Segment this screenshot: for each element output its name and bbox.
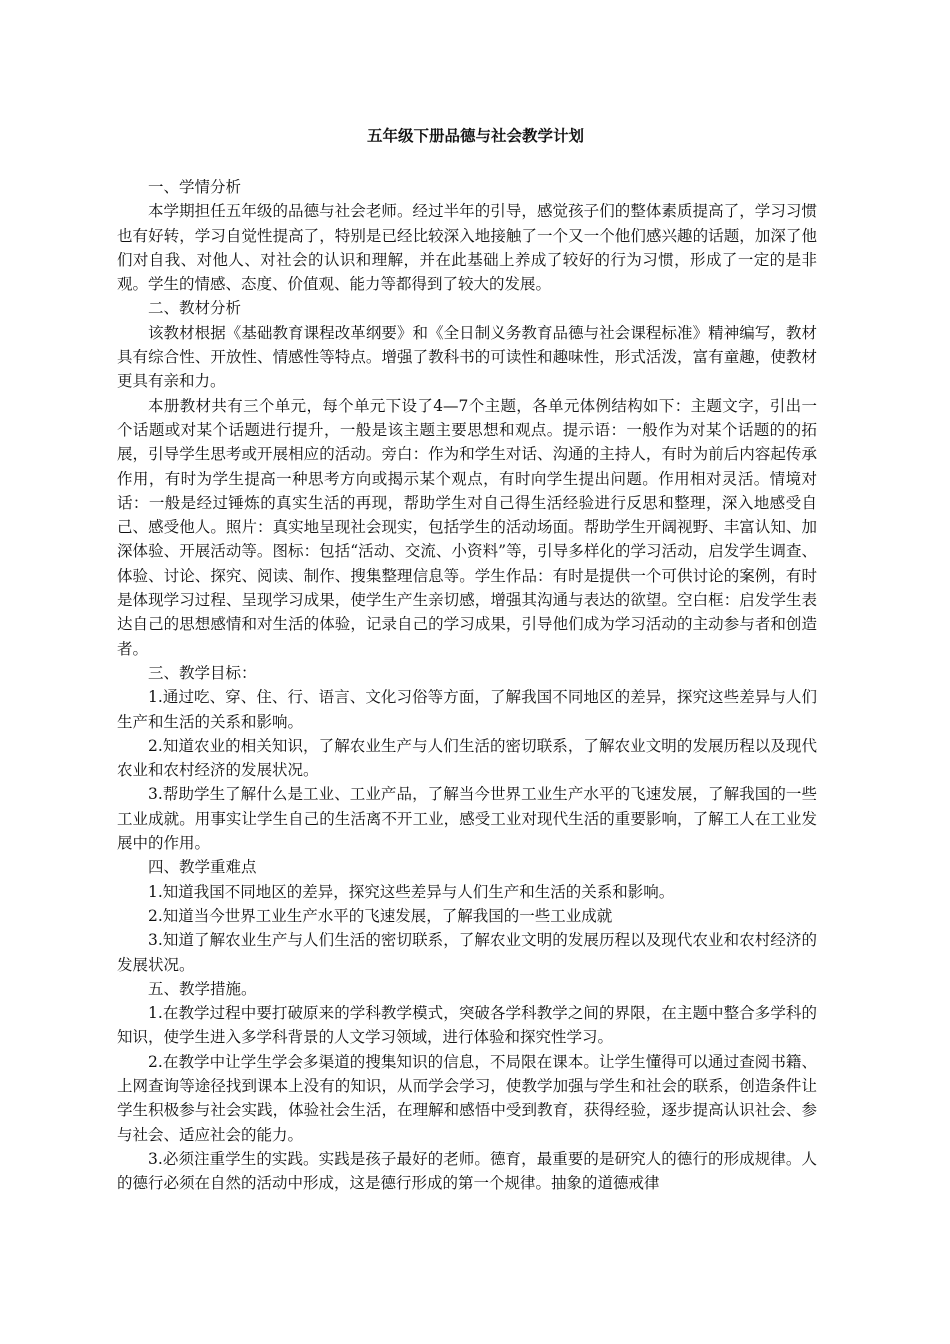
section-heading-measures: 五、教学措施。 xyxy=(148,979,257,998)
paragraph-materials-basis: 该教材根据《基础教育课程改革纲要》和《全日制义务教育品德与社会课程标准》精神编写，教材具有综合性、开放性、情感性等特点。增强了教科书的可读性和趣味性，形式活泼，富有童趣，使教材更具有亲和力。 xyxy=(117,323,817,391)
document-body xyxy=(117,175,817,1195)
document-title: 五年级下册品德与社会教学计划 xyxy=(366,126,584,145)
measure-item-3: 3.必须注重学生的实践。实践是孩子最好的老师。德育，最重要的是研究人的德行的形成规律。人的德行必须在自然的活动中形成，这是德行形成的第一个规律。抽象的道德戒律 xyxy=(117,1149,817,1193)
section-heading-materials: 二、教材分析 xyxy=(148,299,242,318)
measure-item-1: 1.在教学过程中要打破原来的学科教学模式，突破各学科教学之间的界限，在主题中整合多学科的知识，使学生进入多学科背景的人文学习领域，进行体验和探究性学习。 xyxy=(117,1004,817,1047)
paragraph-materials-structure: 本册教材共有三个单元，每个单元下设了4—7个主题，各单元体例结构如下：主题文字，引出一个话题或对某个话题进行提升，一般是该主题主要思想和观点。提示语：一般作为对某个话题的的拓展，引导学生思考或开展相应的活动。旁白：作为和学生对话、沟通的主持人，有时为前后内容起传承作用，有时为学生提高一种思考方向或揭示某个观点，有时向学生提出问题。作用相对灵活。情境对话：一般是经过锤炼的真实生活的再现，帮助学生对自己得生活经验进行反思和整理，深入地感受自己、感受他人。照片：真实地呈现社会现实，包括学生的活动场面。帮助学生开阔视野、丰富认知、加深体验、开展活动等。图标：包括“活动、交流、小资料”等，引导多样化的学习活动，启发学生调查、体验、讨论、探究、阅读、制作、搜集整理信息等。学生作品：有时是提供一个可供讨论的案例，有时是体现学习过程、呈现学习成果，使学生产生亲切感，增强其沟通与表达的欲望。空白框：启发学生表达自己的思想感情和对生活的体验，记录自己的学习成果，引导他们成为学习活动的主动参与者和创造者。 xyxy=(117,396,817,658)
section-heading-key-points: 四、教学重难点 xyxy=(148,858,257,877)
section-heading-goals: 三、教学目标： xyxy=(148,663,257,682)
key-point-item-3: 3.知道了解农业生产与人们生活的密切联系，了解农业文明的发展历程以及现代农业和农村经济的发展状况。 xyxy=(117,931,817,974)
key-point-item-2: 2.知道当今世界工业生产水平的飞速发展，了解我国的一些工业成就 xyxy=(148,906,613,925)
paragraph-student-analysis: 本学期担任五年级的品德与社会老师。经过半年的引导，感觉孩子们的整体素质提高了，学习习惯也有好转，学习自觉性提高了，特别是已经比较深入地接触了一个又一个他们感兴趣的话题，加深了他们对自我、对他人、对社会的认识和理解，并在此基础上养成了较好的行为习惯，形成了一定的是非观。学生的情感、态度、价值观、能力等都得到了较大的发展。 xyxy=(117,202,817,294)
goal-item-3: 3.帮助学生了解什么是工业、工业产品，了解当今世界工业生产水平的飞速发展，了解我国的一些工业成就。用事实让学生自己的生活离不开工业，感受工业对现代生活的重要影响，了解工人在工业发展中的作用。 xyxy=(117,785,817,853)
goal-item-2: 2.知道农业的相关知识，了解农业生产与人们生活的密切联系，了解农业文明的发展历程以及现代农业和农村经济的发展状况。 xyxy=(117,736,817,780)
key-point-item-1: 1.知道我国不同地区的差异，探究这些差异与人们生产和生活的关系和影响。 xyxy=(148,882,675,901)
measure-item-2: 2.在教学中让学生学会多渠道的搜集知识的信息，不局限在课本。让学生懂得可以通过查阅书籍、上网查询等途径找到课本上没有的知识，从而学会学习，使教学加强与学生和社会的联系，创造条件让学生积极参与社会实践，体验社会生活，在理解和感悟中受到教育，获得经验，逐步提高认识社会、参与社会、适应社会的能力。 xyxy=(117,1052,817,1144)
goal-item-1: 1.通过吃、穿、住、行、语言、文化习俗等方面，了解我国不同地区的差异，探究这些差异与人们生产和生活的关系和影响。 xyxy=(117,688,817,731)
section-heading-analysis: 一、学情分析 xyxy=(148,178,242,196)
